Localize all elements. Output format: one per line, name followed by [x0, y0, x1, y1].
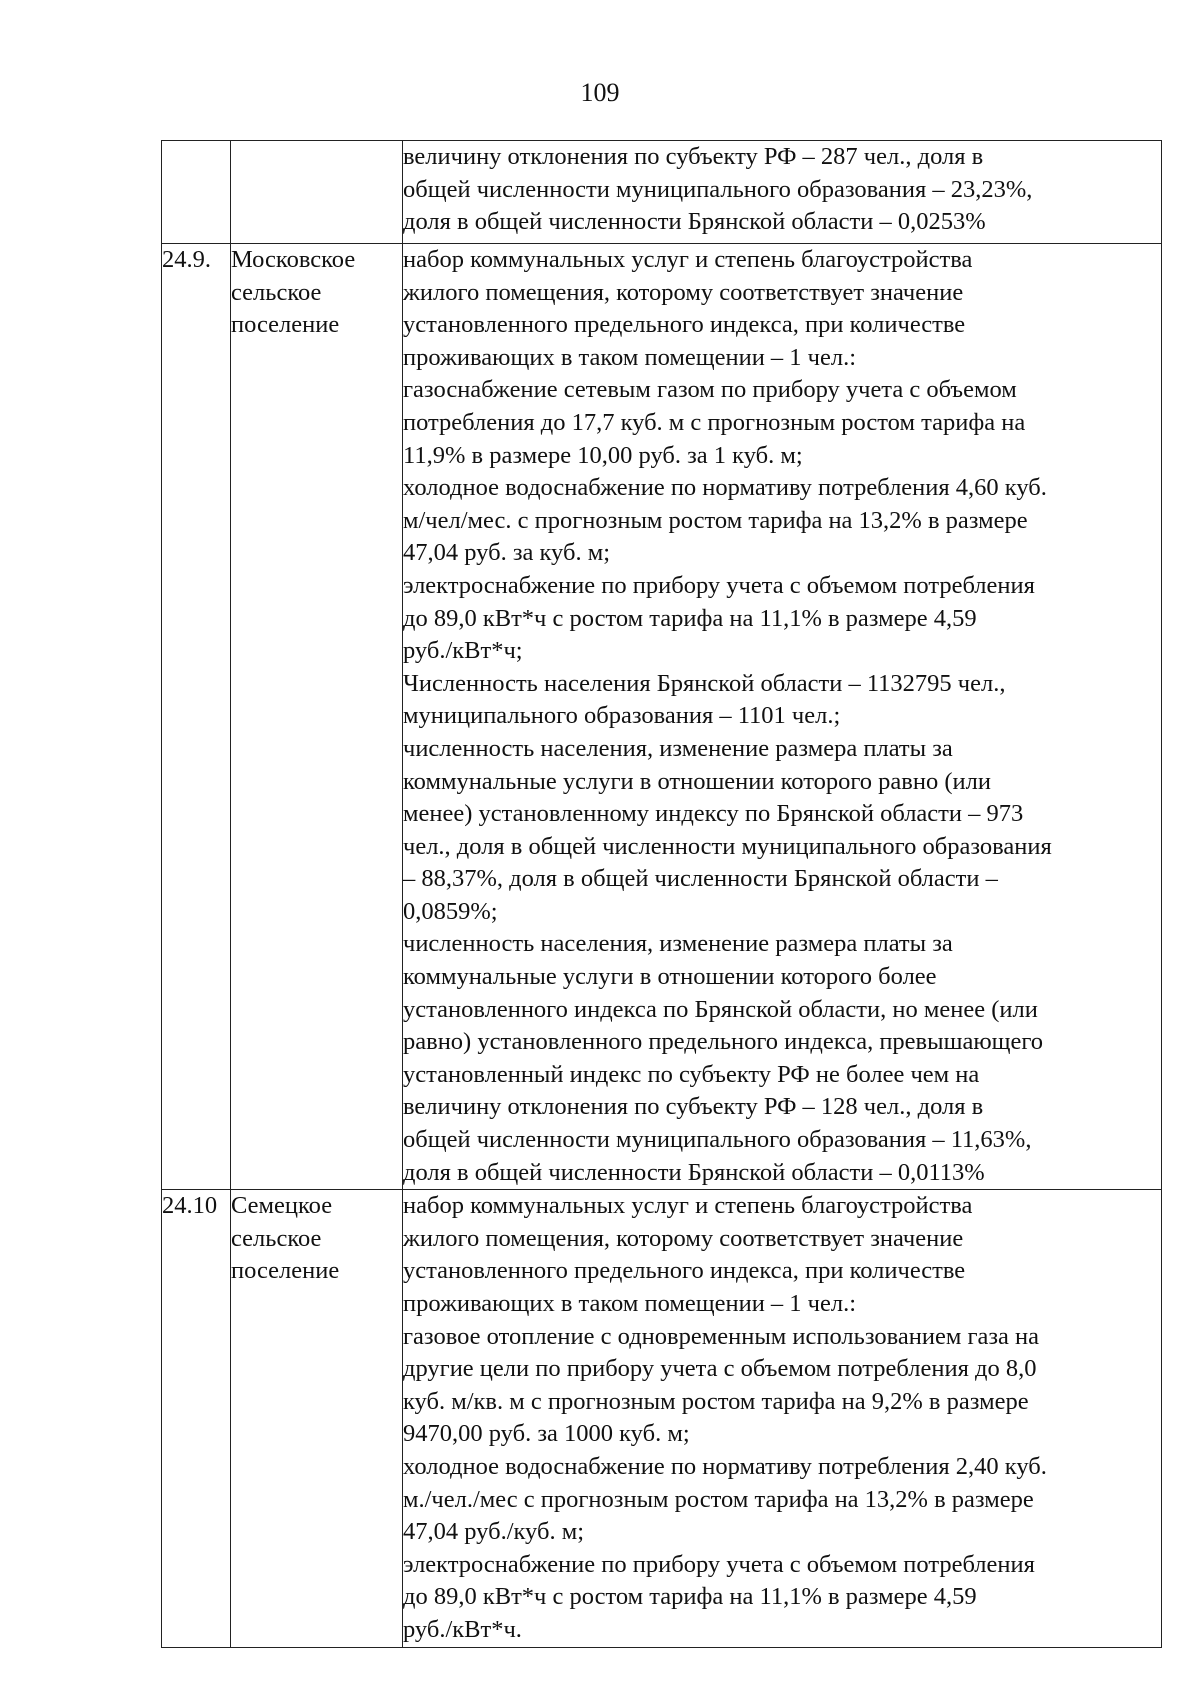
settlement-name-cell	[231, 244, 403, 1190]
description-line: установленного индекса по Брянской области, но менее (или	[403, 995, 1038, 1023]
settlement-name-line: сельское	[231, 278, 322, 306]
table-row	[162, 141, 1162, 244]
description-line: общей численности муниципального образования – 23,23%,	[403, 175, 1033, 203]
description-line: 47,04 руб. за куб. м;	[403, 539, 611, 567]
description-line: холодное водоснабжение по нормативу потребления 2,40 куб.	[403, 1452, 1047, 1480]
description-line: – 88,37%, доля в общей численности Брянской области –	[403, 865, 998, 893]
description-line: 0,0859%;	[403, 897, 498, 925]
description-line: чел., доля в общей численности муниципального образования	[403, 832, 1052, 860]
description-line: холодное водоснабжение по нормативу потребления 4,60 куб.	[403, 474, 1047, 502]
description-line: 9470,00 руб. за 1000 куб. м;	[403, 1420, 690, 1448]
settlement-name-line: поселение	[231, 311, 340, 339]
description-line: проживающих в таком помещении – 1 чел.:	[403, 343, 857, 371]
row-number-cell	[162, 244, 231, 1190]
description-line: коммунальные услуги в отношении которого равно (или	[403, 767, 991, 795]
description-line: муниципального образования – 1101 чел.;	[403, 702, 841, 730]
description-line: газоснабжение сетевым газом по прибору учета с объемом	[403, 376, 1017, 404]
description-line: м./чел./мес с прогнозным ростом тарифа на 13,2% в размере	[403, 1485, 1034, 1513]
description-line: доля в общей численности Брянской области – 0,0253%	[403, 208, 986, 236]
description-line: 47,04 руб./куб. м;	[403, 1518, 585, 1546]
description-line: газовое отопление с одновременным использованием газа на	[403, 1322, 1040, 1350]
description-line: до 89,0 кВт*ч с ростом тарифа на 11,1% в размере 4,59	[403, 604, 977, 632]
description-line: коммунальные услуги в отношении которого более	[403, 963, 937, 991]
description-line: куб. м/кв. м с прогнозным ростом тарифа на 9,2% в размере	[403, 1387, 1029, 1415]
settlement-name-cell	[231, 141, 403, 244]
description-line: набор коммунальных услуг и степень благоустройства	[403, 1192, 973, 1220]
settlement-name-line: поселение	[231, 1257, 340, 1285]
description-line: руб./кВт*ч.	[403, 1615, 522, 1643]
description-line: равно) установленного предельного индекса, превышающего	[403, 1028, 1044, 1056]
row-number-cell	[162, 141, 231, 244]
description-line: доля в общей численности Брянской области – 0,0113%	[403, 1158, 985, 1186]
description-line: Численность населения Брянской области – 1132795 чел.,	[403, 669, 1006, 697]
description-line: 11,9% в размере 10,00 руб. за 1 куб. м;	[403, 441, 803, 469]
description-cell	[403, 1190, 1162, 1647]
settlement-name-line: сельское	[231, 1224, 322, 1252]
description-line: величину отклонения по субъекту РФ – 287 чел., доля в	[403, 143, 984, 170]
row-number-cell	[162, 1190, 231, 1647]
description-line: руб./кВт*ч;	[403, 637, 523, 665]
settlement-name-cell	[231, 1190, 403, 1647]
description-line: потребления до 17,7 куб. м с прогнозным ростом тарифа на	[403, 408, 1026, 436]
description-line: численность населения, изменение размера платы за	[403, 930, 953, 958]
row-number: 24.10	[162, 1192, 218, 1220]
description-line: набор коммунальных услуг и степень благоустройства	[403, 246, 973, 273]
table-row	[162, 244, 1162, 1190]
description-line: проживающих в таком помещении – 1 чел.:	[403, 1290, 857, 1317]
description-line: другие цели по прибору учета с объемом потребления до 8,0	[403, 1355, 1037, 1383]
description-line: жилого помещения, которому соответствует значение	[403, 1224, 964, 1252]
description-cell	[403, 141, 1162, 244]
description-line: общей численности муниципального образования – 11,63%,	[403, 1126, 1032, 1154]
page-number: 109	[580, 78, 620, 107]
settlement-name-line: Московское	[231, 246, 356, 273]
description-line: м/чел/мес. с прогнозным ростом тарифа на 13,2% в размере	[403, 506, 1028, 534]
description-line: установленного предельного индекса, при количестве	[403, 1257, 966, 1285]
description-line: установленный индекс по субъекту РФ не более чем на	[403, 1060, 980, 1088]
table-row	[162, 1190, 1162, 1647]
description-cell	[403, 244, 1162, 1190]
table-body	[162, 141, 1162, 1648]
description-line: жилого помещения, которому соответствует значение	[403, 278, 964, 306]
description-line: электроснабжение по прибору учета с объемом потребления	[403, 571, 1035, 599]
row-number: 24.9.	[162, 246, 211, 273]
description-line: установленного предельного индекса, при количестве	[403, 311, 966, 339]
document-table	[161, 140, 1162, 1648]
description-line: до 89,0 кВт*ч с ростом тарифа на 11,1% в размере 4,59	[403, 1583, 977, 1611]
description-line: численность населения, изменение размера платы за	[403, 734, 953, 762]
description-line: величину отклонения по субъекту РФ – 128 чел., доля в	[403, 1093, 984, 1121]
description-line: менее) установленному индексу по Брянской области – 973	[403, 800, 1024, 828]
settlement-name-line: Семецкое	[231, 1192, 333, 1220]
description-line: электроснабжение по прибору учета с объемом потребления	[403, 1550, 1035, 1578]
